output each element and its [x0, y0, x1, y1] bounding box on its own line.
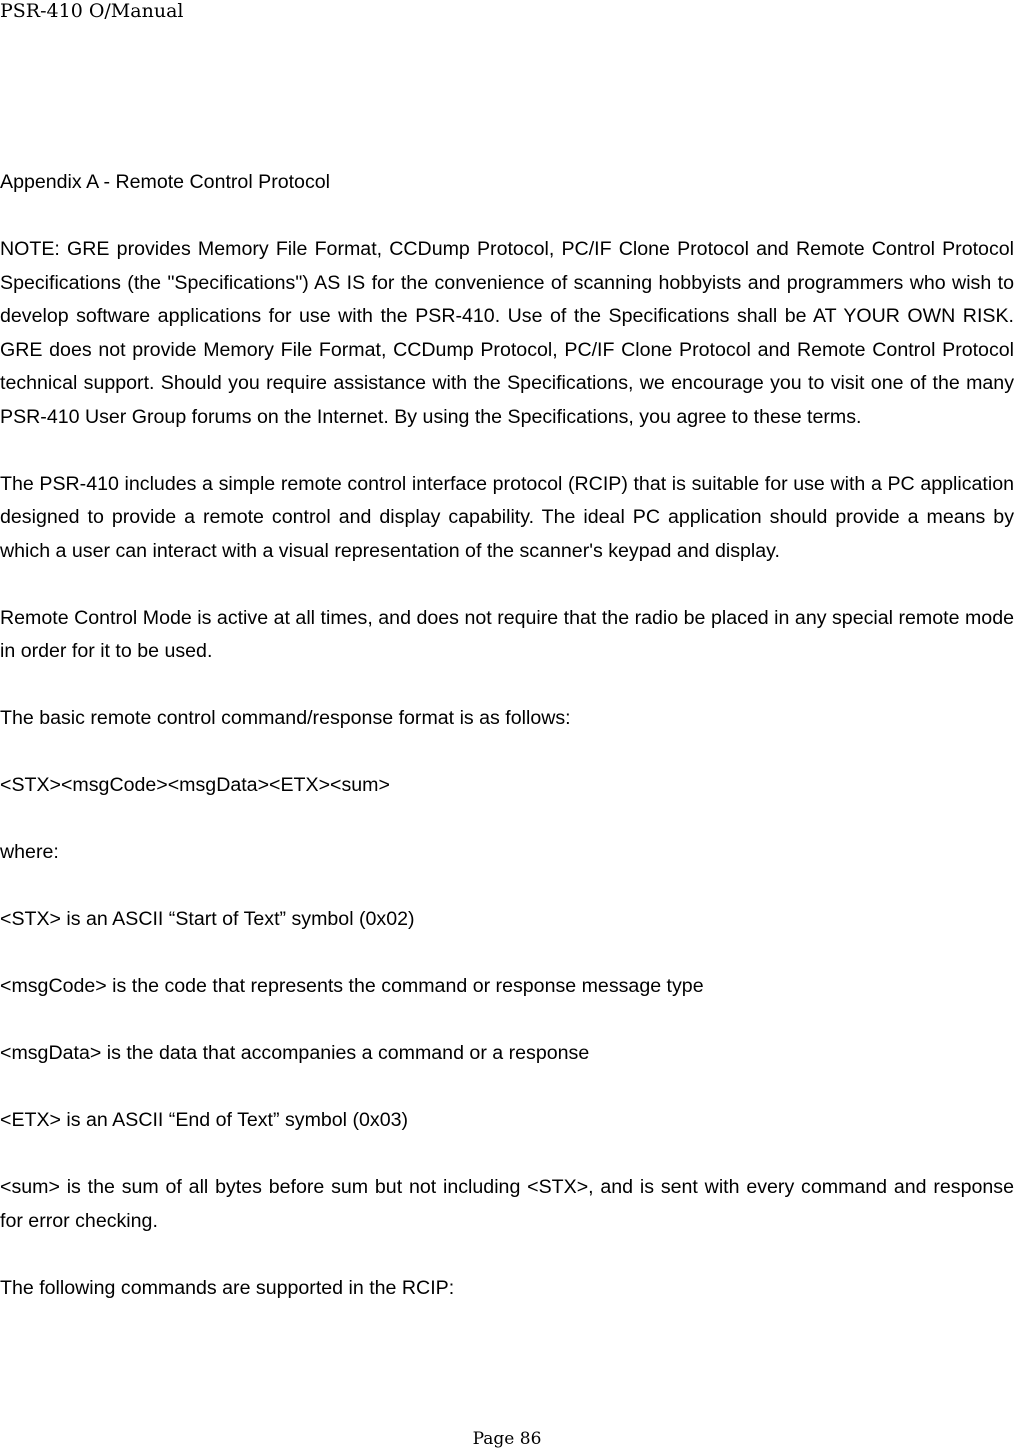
disclaimer-note: NOTE: GRE provides Memory File Format, CCDump Protocol, PC/IF Clone Protocol and Remote Control Protocol Specifications (the "Specifications") AS IS for the convenience of scanning hobbyists and programmers who wish to develop software applications for use with the PSR-410. Use of the Specifications shall be AT YOUR OWN RISK. GRE does not provide Memory File Format, CCDump Protocol, PC/IF Clone Protocol and Remote Control Protocol technical support. Should you require assistance with the Specifications, we encourage you to visit one of the many PSR-410 User Group forums on the Internet. By using the Specifications, you agree to these terms.	[0, 238, 1014, 428]
etx-definition: <ETX> is an ASCII “End of Text” symbol (0x03)	[0, 1109, 409, 1131]
page-number: Page 86	[472, 1429, 542, 1449]
commands-intro: The following commands are supported in the RCIP:	[0, 1276, 455, 1299]
page-header: PSR-410 O/Manual	[0, 0, 184, 22]
format-line: <STX><msgCode><msgData><ETX><sum>	[0, 774, 390, 796]
document-body	[0, 166, 1014, 1305]
stx-definition: <STX> is an ASCII “Start of Text” symbol (0x02)	[0, 908, 415, 930]
intro-paragraph: The PSR-410 includes a simple remote control interface protocol (RCIP) that is suitable for use with a PC application designed to provide a remote control and display capability. The ideal PC application should provide a means by which a user can interact with a visual representation of the scanner's keypad and display.	[0, 472, 1014, 562]
where-label: where:	[0, 841, 59, 863]
msgcode-definition: <msgCode> is the code that represents the command or response message type	[0, 975, 704, 997]
remote-mode-paragraph: Remote Control Mode is active at all times, and does not require that the radio be placed in any special remote mode in order for it to be used.	[0, 606, 1014, 662]
sum-definition: <sum> is the sum of all bytes before sum but not including <STX>, and is sent with every command and response for error checking.	[0, 1176, 1014, 1232]
section-heading: Appendix A - Remote Control Protocol	[0, 171, 331, 193]
format-intro: The basic remote control command/response format is as follows:	[0, 707, 571, 729]
msgdata-definition: <msgData> is the data that accompanies a command or a response	[0, 1042, 590, 1064]
